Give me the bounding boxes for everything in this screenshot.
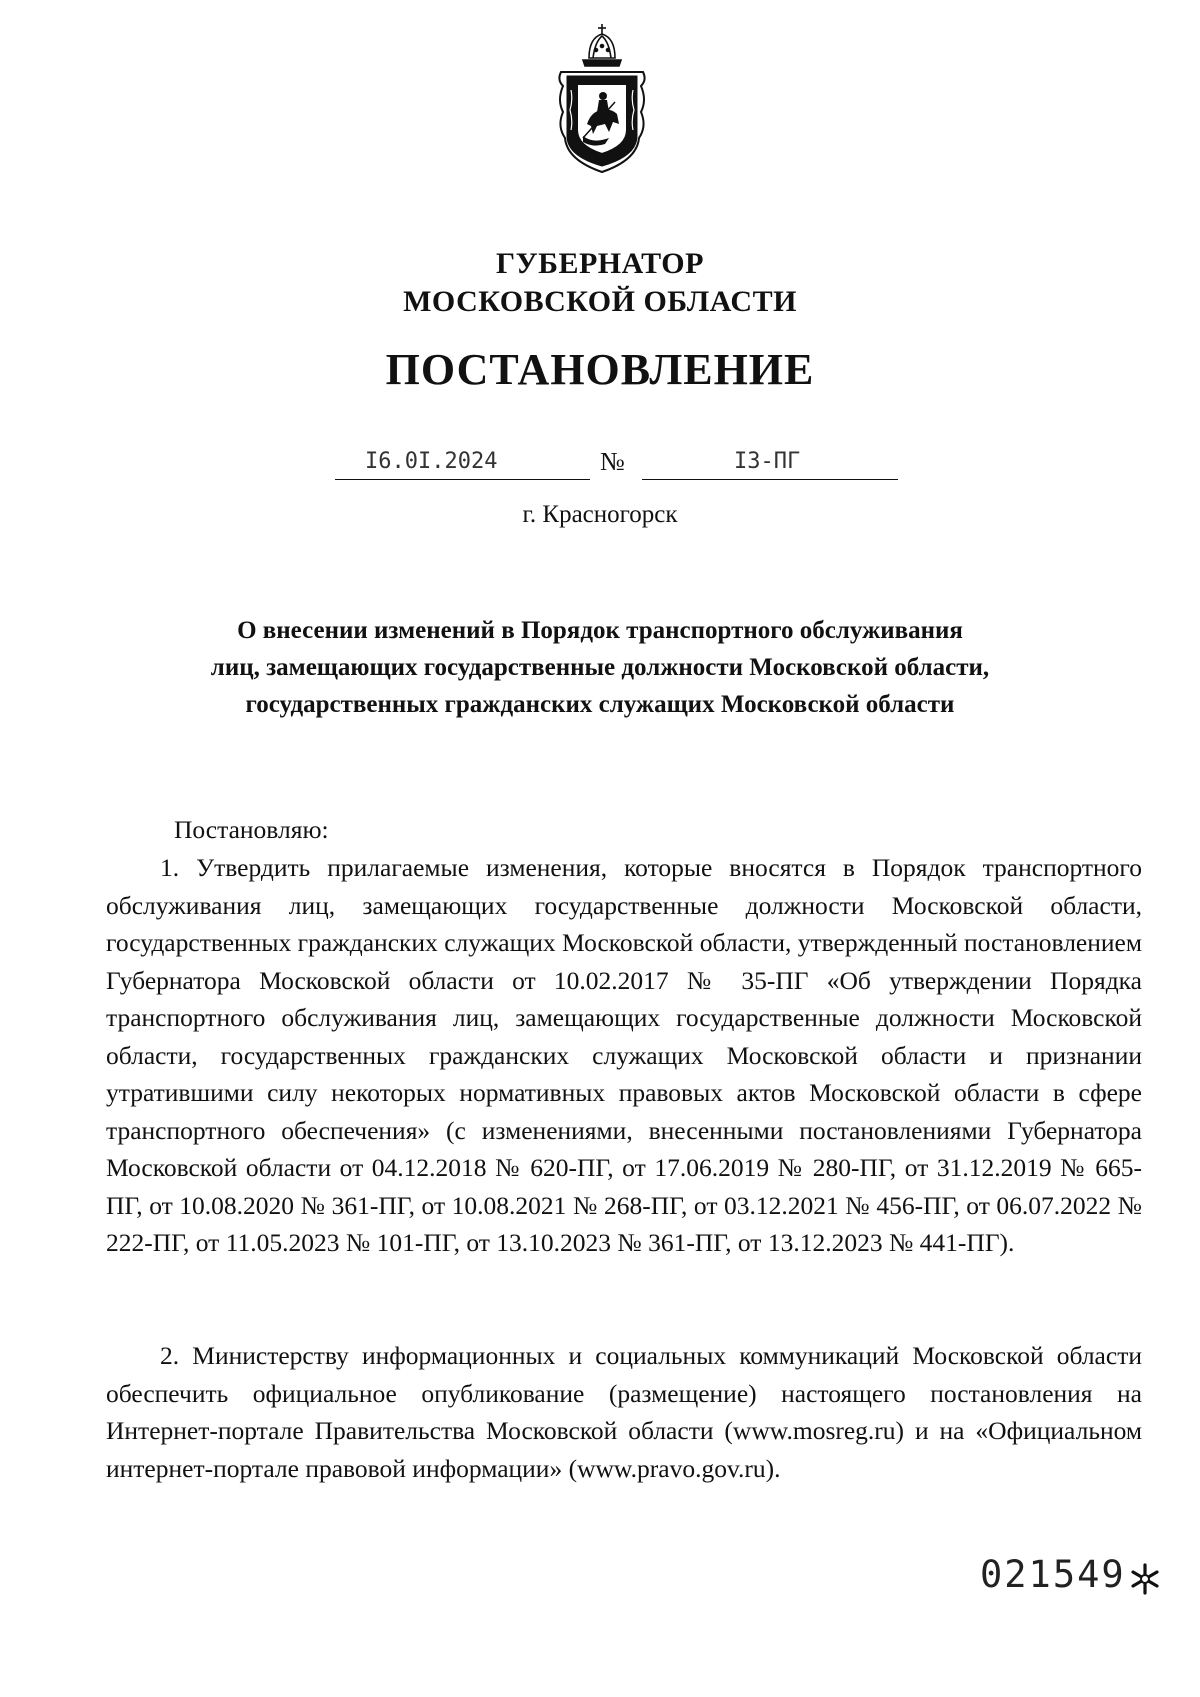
document-title — [150, 612, 1050, 723]
serial-number-stamp: 021549 — [980, 1553, 1126, 1596]
document-number-field: I3-ПГ — [642, 446, 898, 480]
asterisk-stamp-icon — [1128, 1562, 1162, 1596]
document-title-line: лиц, замещающих государственные должности Московской области, — [210, 654, 990, 681]
document-number-label: № — [600, 447, 625, 476]
issuer-title-line-2: МОСКОВСКОЙ ОБЛАСТИ — [403, 285, 797, 318]
document-type-heading: ПОСТАНОВЛЕНИЕ — [385, 345, 815, 394]
document-title-line: государственных гражданских служащих Московской области — [245, 691, 955, 718]
document-title-line: О внесении изменений в Порядок транспортного обслуживания — [237, 617, 963, 644]
body-paragraph-2: 2. Министерству информационных и социальных коммуникаций Московской области обеспечить официальное опубликование (размещение) настоящего постановления на Интернет-портале Правительства Московской области (www.mosreg.ru) и на «Официальном интернет-портале правовой информации» (www.pravo.gov.ru). — [106, 1341, 1142, 1483]
issuer-title-line-1: ГУБЕРНАТОР — [496, 247, 704, 280]
body-paragraph-1: 1. Утвердить прилагаемые изменения, которые вносятся в Порядок транспортного обслуживания лиц, замещающих государственные должности Московской области, государственных гражданских служащих Московской области, утвержденный постановлением Губернатора Московской области от 10.02.2017 № 35-ПГ «Об утверждении Порядка транспортного обслуживания лиц, замещающих государственные должности Московской области, государственных гражданских служащих Московской области и признании утратившими силу некоторых нормативных правовых актов Московской области в сфере транспортного обеспечения» (с изменениями, внесенными постановлениями Губернатора Московской области от 04.12.2018 № 620-ПГ, от 17.06.2019 № 280-ПГ, от 31.12.2019 № 665-ПГ, от 10.08.2020 № 361-ПГ, от 10.08.2021 № 268-ПГ, от 03.12.2021 № 456-ПГ, от 06.07.2022 № 222-ПГ, от 11.05.2023 № 101-ПГ, от 13.10.2023 № 361-ПГ, от 13.12.2023 № 441-ПГ). — [106, 853, 1142, 1257]
document-date-field: I6.0I.2024 — [335, 446, 590, 480]
resolution-intro: Постановляю: — [174, 815, 329, 844]
coat-of-arms-icon — [553, 20, 651, 176]
issue-city: г. Красногорск — [522, 501, 678, 528]
